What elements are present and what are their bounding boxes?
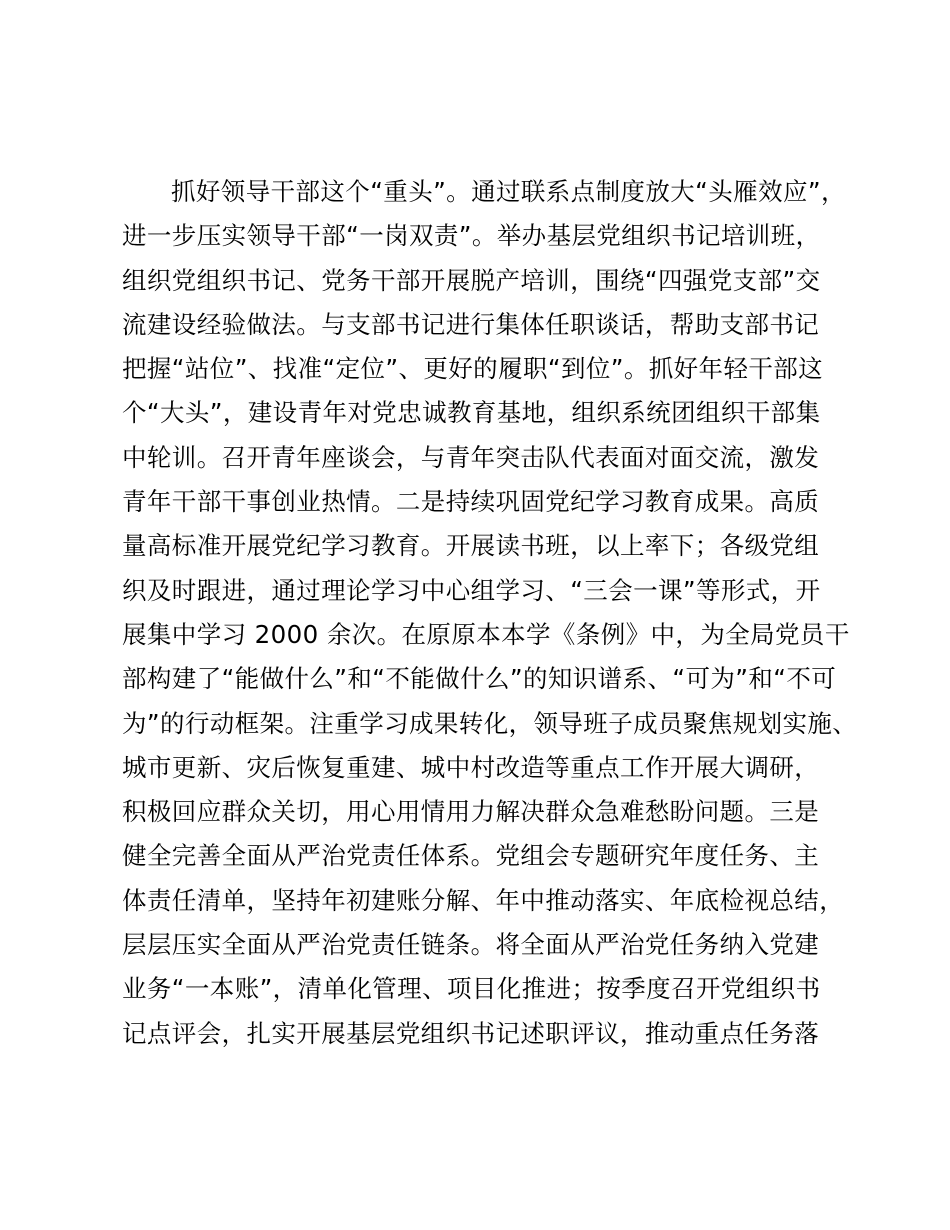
text-line: 业务“一本账”，清单化管理、项目化推进；按季度召开党组织书 [122, 974, 821, 1004]
text-line: 城市更新、灾后恢复重建、城中村改造等重点工作开展大调研， [122, 752, 820, 782]
text-line: 量高标准开展党纪学习教育。开展读书班，以上率下；各级党组 [122, 531, 820, 561]
text-line: 流建设经验做法。与支部书记进行集体任职谈话，帮助支部书记 [122, 309, 820, 339]
text-line: 中轮训。召开青年座谈会，与青年突击队代表面对面交流，激发 [122, 442, 820, 472]
text-line: 组织党组织书记、党务干部开展脱产培训，围绕“四强党支部”交 [122, 265, 821, 295]
text-line: 进一步压实领导干部“一岗双责”。举办基层党组织书记培训班， [122, 221, 821, 251]
text-line: 健全完善全面从严治党责任体系。党组会专题研究年度任务、主 [122, 841, 820, 871]
text-line: 部构建了“能做什么”和“不能做什么”的知识谱系、“可为”和“不可 [122, 664, 837, 694]
text-line: 展集中学习 2000 余次。在原原本本学《条例》中，为全局党员干 [122, 619, 850, 649]
text-line: 积极回应群众关切，用心用情用力解决群众急难愁盼问题。三是 [122, 797, 820, 827]
text-line: 层层压实全面从严治党责任链条。将全面从严治党任务纳入党建 [122, 930, 820, 960]
text-line: 为”的行动框架。注重学习成果转化，领导班子成员聚焦规划实施、 [122, 708, 858, 738]
text-line: 抓好领导干部这个“重头”。通过联系点制度放大“头雁效应”， [171, 177, 846, 206]
text-line: 织及时跟进，通过理论学习中心组学习、“三会一课”等形式，开 [122, 575, 821, 605]
body-paragraph [122, 170, 862, 1056]
text-line: 把握“站位”、找准“定位”、更好的履职“到位”。抓好年轻干部这 [122, 354, 824, 384]
text-line: 体责任清单，坚持年初建账分解、年中推动落实、年底检视总结， [122, 885, 845, 915]
text-line: 记点评会，扎实开展基层党组织书记述职评议，推动重点任务落 [122, 1018, 820, 1048]
text-line: 青年干部干事创业热情。二是持续巩固党纪学习教育成果。高质 [122, 487, 820, 517]
text-line: 个“大头”，建设青年对党忠诚教育基地，组织系统团组织干部集 [122, 398, 821, 428]
